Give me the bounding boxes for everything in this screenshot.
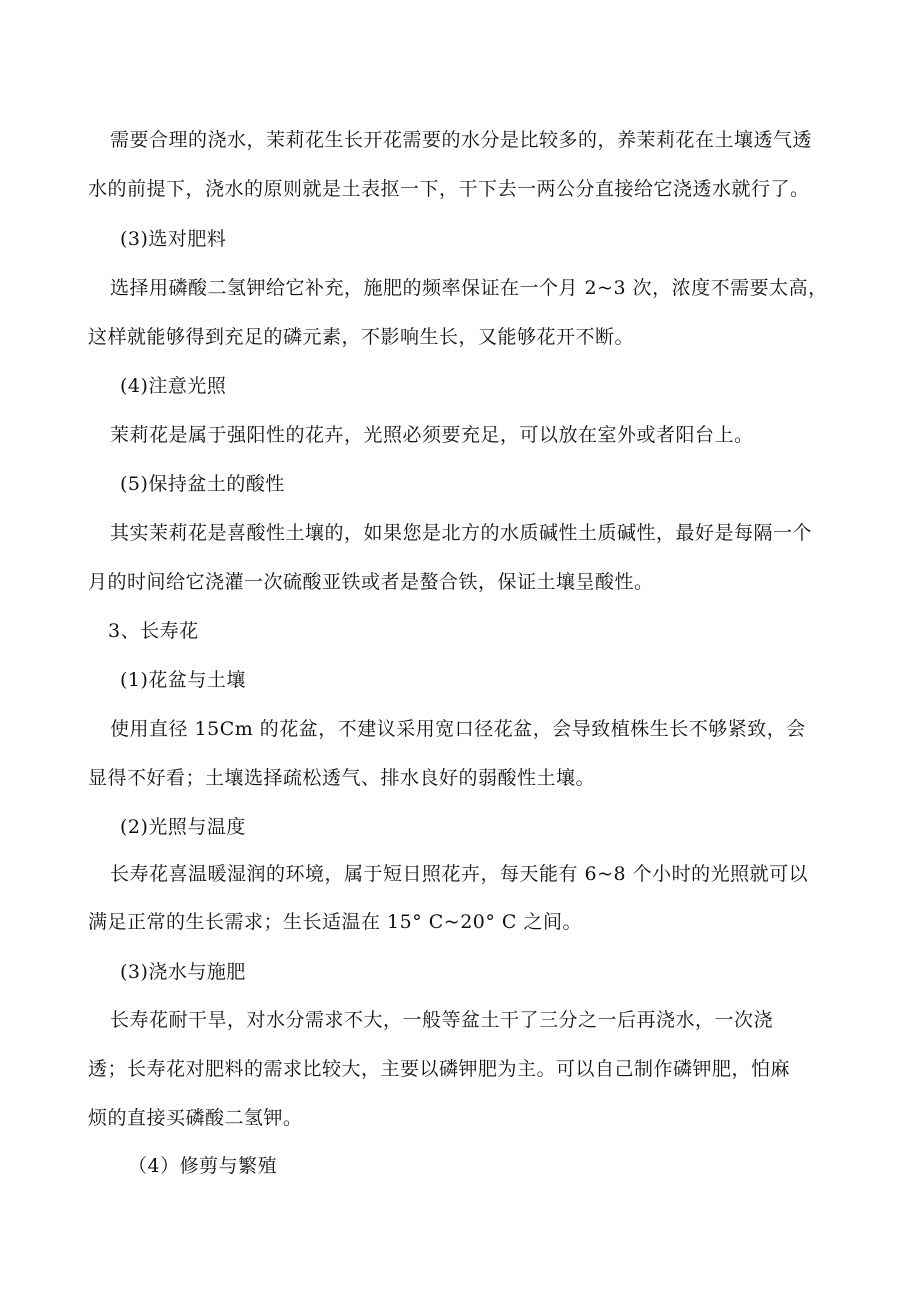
paragraph-line: 月的时间给它浇灌一次硫酸亚铁或者是螯合铁，保证土壤呈酸性。 — [88, 571, 654, 593]
chapter-heading: 3、长寿花 — [108, 620, 199, 642]
paragraph-line: 水的前提下，浇水的原则就是土表抠一下，干下去一两公分直接给它浇透水就行了。 — [88, 178, 810, 200]
paragraph-line: 透；长寿花对肥料的需求比较大，主要以磷钾肥为主。可以自己制作磷钾肥，怕麻 — [88, 1058, 791, 1080]
paragraph-line: 使用直径 15Cm 的花盆，不建议采用宽口径花盆，会导致植株生长不够紧致，会 — [110, 718, 806, 740]
paragraph-line: 需要合理的浇水，茉莉花生长开花需要的水分是比较多的，养茉莉花在土壤透气透 — [110, 129, 813, 151]
paragraph-line: 满足正常的生长需求；生长适温在 15° C~20° C 之间。 — [88, 911, 583, 933]
section-heading: (1)花盆与土壤 — [120, 669, 246, 691]
paragraph-line: 其实茉莉花是喜酸性土壤的，如果您是北方的水质碱性土质碱性，最好是每隔一个 — [110, 522, 813, 544]
paragraph-line: 显得不好看；土壤选择疏松透气、排水良好的弱酸性土壤。 — [88, 767, 596, 789]
paragraph-line: 这样就能够得到充足的磷元素，不影响生长，又能够花开不断。 — [88, 326, 635, 348]
section-heading: (2)光照与温度 — [120, 816, 246, 838]
paragraph-line: 选择用磷酸二氢钾给它补充，施肥的频率保证在一个月 2~3 次，浓度不需要太高， — [110, 277, 828, 299]
paragraph-line: 长寿花喜温暖湿润的环境，属于短日照花卉，每天能有 6~8 个小时的光照就可以 — [110, 863, 809, 885]
section-heading: (4)注意光照 — [120, 375, 227, 397]
section-heading: (5)保持盆土的酸性 — [120, 473, 285, 495]
paragraph-line: 长寿花耐干旱，对水分需求不大，一般等盆土干了三分之一后再浇水，一次浇 — [110, 1009, 774, 1031]
section-heading: (3)选对肥料 — [120, 228, 227, 250]
paragraph-line: 茉莉花是属于强阳性的花卉，光照必须要充足，可以放在室外或者阳台上。 — [110, 424, 754, 446]
paragraph-line: 烦的直接买磷酸二氢钾。 — [88, 1107, 303, 1129]
section-heading: (3)浇水与施肥 — [120, 961, 246, 983]
section-heading: （4）修剪与繁殖 — [128, 1155, 278, 1177]
